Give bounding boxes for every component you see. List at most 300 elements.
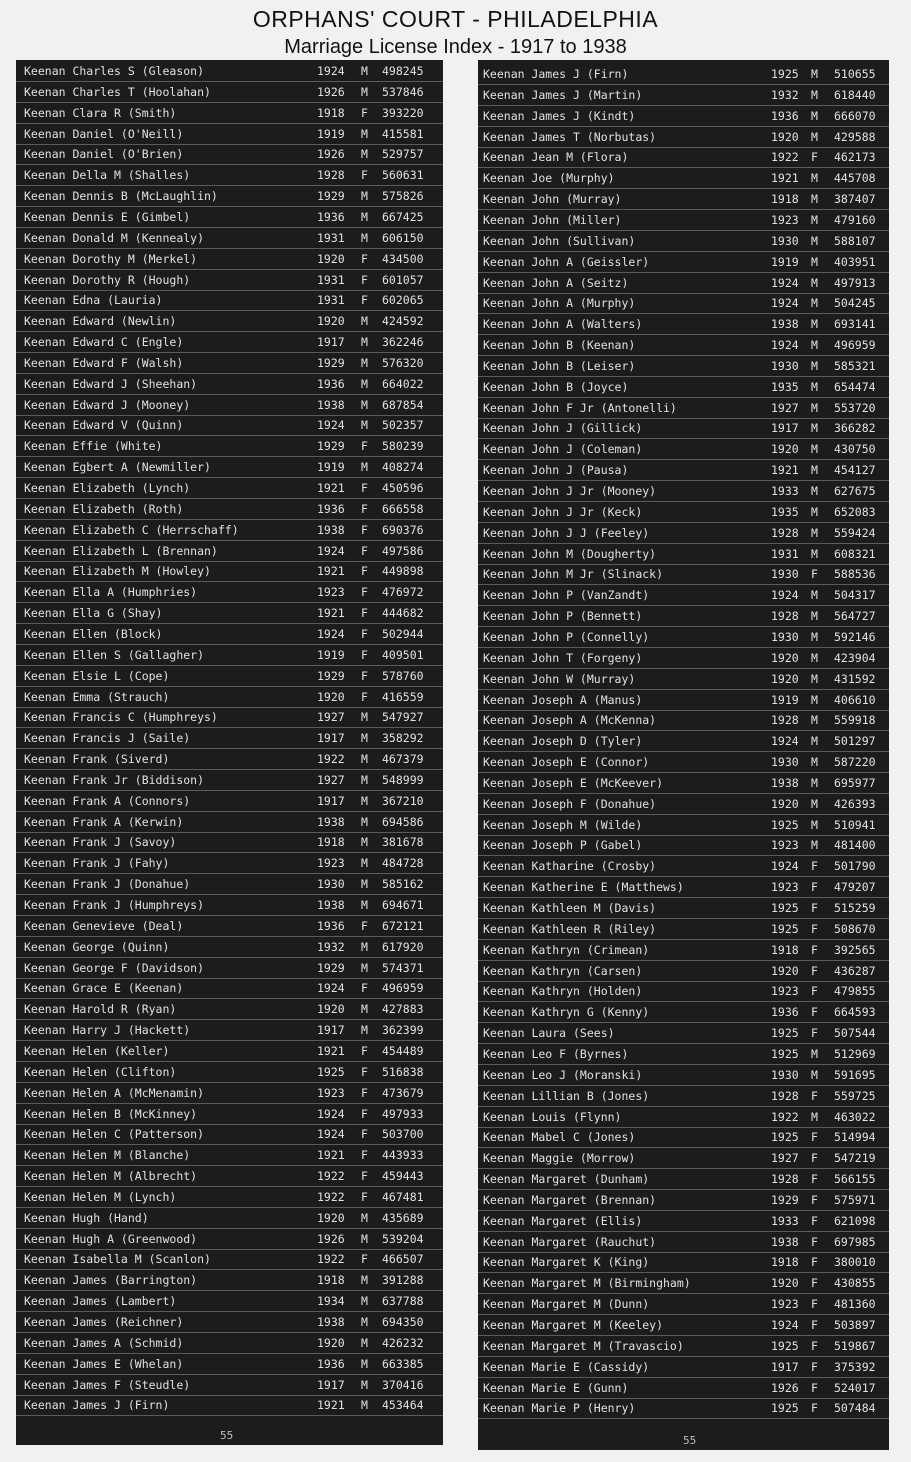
index-entry-row <box>478 1315 889 1336</box>
index-entry-row <box>478 335 889 356</box>
entry-name: Keenan Elizabeth L (Brennan) <box>24 543 218 558</box>
entry-license-number: 423904 <box>834 650 876 665</box>
index-entry-row <box>16 770 443 791</box>
index-entry-row <box>16 1208 443 1229</box>
entry-license-number: 466507 <box>382 1252 424 1267</box>
entry-license-number: 444682 <box>382 606 424 621</box>
entry-year: 1929 <box>771 1192 799 1207</box>
entry-license-number: 559918 <box>834 713 876 728</box>
entry-name: Keenan Elizabeth M (Howley) <box>24 564 211 579</box>
entry-name: Keenan John M Jr (Slinack) <box>483 567 664 582</box>
entry-sex: M <box>811 129 818 144</box>
entry-sex: F <box>361 647 368 662</box>
entry-year: 1927 <box>317 772 345 787</box>
entry-license-number: 618440 <box>834 87 876 102</box>
entry-license-number: 516838 <box>382 1064 424 1079</box>
entry-name: Keenan Dennis B (McLaughlin) <box>24 189 218 204</box>
entry-year: 1928 <box>771 713 799 728</box>
index-entry-row <box>16 1249 443 1270</box>
entry-license-number: 367210 <box>382 793 424 808</box>
entry-sex: F <box>811 1005 818 1020</box>
entry-name: Keenan James F (Steudle) <box>24 1377 191 1392</box>
entry-year: 1920 <box>771 963 799 978</box>
entry-license-number: 690376 <box>382 522 424 537</box>
entry-sex: F <box>811 921 818 936</box>
entry-year: 1930 <box>771 1067 799 1082</box>
entry-sex: M <box>361 314 368 329</box>
entry-sex: M <box>811 233 818 248</box>
entry-license-number: 510941 <box>834 817 876 832</box>
entry-name: Keenan Ellen (Block) <box>24 626 163 641</box>
entry-name: Keenan John T (Forgeny) <box>483 650 643 665</box>
entry-license-number: 430855 <box>834 1276 876 1291</box>
entry-name: Keenan Marie P (Henry) <box>483 1401 636 1416</box>
entry-license-number: 587220 <box>834 755 876 770</box>
entry-sex: F <box>361 606 368 621</box>
entry-sex: F <box>361 1085 368 1100</box>
entry-sex: F <box>361 1148 368 1163</box>
entry-year: 1932 <box>317 939 345 954</box>
index-entry-row <box>478 585 889 606</box>
entry-sex: M <box>811 338 818 353</box>
index-entry-row <box>478 731 889 752</box>
index-entry-row <box>478 293 889 314</box>
index-entry-row <box>16 561 443 582</box>
entry-name: Keenan Mabel C (Jones) <box>483 1130 636 1145</box>
entry-year: 1919 <box>771 254 799 269</box>
entry-license-number: 693141 <box>834 317 876 332</box>
index-entry-row <box>16 395 443 416</box>
index-entry-row <box>478 1190 889 1211</box>
entry-license-number: 508670 <box>834 921 876 936</box>
entry-license-number: 467481 <box>382 1189 424 1204</box>
entry-year: 1930 <box>771 567 799 582</box>
entry-license-number: 548999 <box>382 772 424 787</box>
index-entry-row <box>16 895 443 916</box>
entry-year: 1920 <box>771 1276 799 1291</box>
entry-year: 1923 <box>771 838 799 853</box>
entry-license-number: 501297 <box>834 734 876 749</box>
entry-year: 1917 <box>771 1359 799 1374</box>
entry-license-number: 694350 <box>382 1315 424 1329</box>
entry-name: Keenan Francis J (Saile) <box>24 731 191 746</box>
entry-year: 1922 <box>317 752 345 767</box>
index-entry-row <box>16 1333 443 1354</box>
entry-name: Keenan Helen C (Patterson) <box>24 1127 205 1142</box>
entry-year: 1920 <box>317 1335 345 1350</box>
entry-sex: F <box>361 585 368 600</box>
entry-year: 1935 <box>771 504 799 519</box>
index-entry-row <box>478 752 889 773</box>
entry-name: Keenan Della M (Shalles) <box>24 168 191 183</box>
entry-year: 1930 <box>771 755 799 770</box>
entry-sex: M <box>361 355 368 370</box>
index-entry-row <box>16 1062 443 1083</box>
index-entry-row <box>16 374 443 395</box>
index-entry-row <box>478 1107 889 1128</box>
entry-year: 1933 <box>771 484 799 498</box>
entry-sex: F <box>811 1172 818 1187</box>
entry-year: 1921 <box>317 1398 345 1413</box>
entry-name: Keenan Clara R (Smith) <box>24 105 177 120</box>
entry-license-number: 654474 <box>834 379 876 394</box>
entry-year: 1928 <box>771 525 799 540</box>
index-entry-row <box>16 415 443 436</box>
entry-year: 1922 <box>771 1109 799 1124</box>
entry-sex: M <box>811 108 818 123</box>
entry-year: 1923 <box>317 585 345 600</box>
entry-name: Keenan Laura (Sees) <box>483 1026 615 1041</box>
entry-license-number: 503897 <box>834 1318 876 1332</box>
entry-license-number: 553720 <box>834 400 876 415</box>
entry-year: 1926 <box>317 147 345 162</box>
entry-name: Keenan John B (Leiser) <box>483 358 636 373</box>
index-entry-row <box>478 627 889 648</box>
index-entry-row <box>16 687 443 708</box>
entry-license-number: 476972 <box>382 585 424 600</box>
entry-name: Keenan Elizabeth C (Herrschaff) <box>24 522 239 537</box>
entry-year: 1936 <box>317 501 345 516</box>
entry-license-number: 462173 <box>834 150 876 165</box>
entry-year: 1925 <box>771 901 799 915</box>
index-entry-row <box>16 1395 443 1416</box>
entry-license-number: 566155 <box>834 1172 876 1187</box>
entry-name: Keenan John W (Murray) <box>483 671 636 686</box>
entry-name: Keenan Joseph M (Wilde) <box>483 817 643 832</box>
entry-name: Keenan Margaret K (King) <box>483 1255 650 1270</box>
entry-year: 1923 <box>771 880 799 895</box>
entry-license-number: 608321 <box>834 546 876 561</box>
entry-sex: M <box>361 877 368 892</box>
entry-name: Keenan Edna (Lauria) <box>24 293 163 308</box>
entry-year: 1924 <box>317 981 345 996</box>
entry-sex: M <box>361 1210 368 1225</box>
entry-year: 1920 <box>771 796 799 811</box>
entry-license-number: 585162 <box>382 877 424 892</box>
entry-license-number: 473679 <box>382 1085 424 1100</box>
entry-sex: M <box>361 335 368 350</box>
entry-name: Keenan Edward J (Sheehan) <box>24 376 198 391</box>
entry-name: Keenan Daniel (O'Brien) <box>24 147 184 162</box>
entry-license-number: 695977 <box>834 775 876 790</box>
entry-name: Keenan John F Jr (Antonelli) <box>483 400 677 415</box>
entry-license-number: 687854 <box>382 397 424 412</box>
entry-license-number: 453464 <box>382 1398 424 1413</box>
entry-name: Keenan Margaret M (Travascio) <box>483 1338 684 1353</box>
entry-year: 1931 <box>317 272 345 287</box>
entry-sex: F <box>361 439 368 454</box>
entry-sex: F <box>361 1064 368 1079</box>
index-entry-row <box>16 958 443 979</box>
entry-sex: M <box>361 1294 368 1309</box>
entry-name: Keenan John (Miller) <box>483 212 622 227</box>
entry-name: Keenan Jean M (Flora) <box>483 150 629 165</box>
entry-license-number: 496959 <box>834 338 876 353</box>
entry-sex: M <box>811 212 818 227</box>
entry-license-number: 426232 <box>382 1335 424 1350</box>
entry-license-number: 393220 <box>382 105 424 120</box>
entry-sex: M <box>361 397 368 412</box>
entry-name: Keenan Ellen S (Gallagher) <box>24 647 205 662</box>
entry-sex: M <box>811 296 818 311</box>
entry-sex: F <box>361 293 368 308</box>
entry-sex: M <box>361 835 368 850</box>
entry-sex: M <box>811 254 818 269</box>
index-entry-row <box>478 377 889 398</box>
entry-year: 1918 <box>771 192 799 207</box>
index-entry-row <box>478 773 889 794</box>
entry-license-number: 479160 <box>834 212 876 227</box>
entry-sex: F <box>811 901 818 915</box>
entry-year: 1922 <box>317 1169 345 1184</box>
entry-year: 1924 <box>771 296 799 311</box>
index-entry-row <box>478 940 889 961</box>
entry-license-number: 694586 <box>382 814 424 829</box>
entry-name: Keenan Margaret M (Dunn) <box>483 1297 650 1312</box>
entry-name: Keenan James J (Martin) <box>483 87 643 102</box>
entry-name: Keenan Lillian B (Jones) <box>483 1088 650 1103</box>
entry-year: 1920 <box>771 442 799 457</box>
entry-name: Keenan Kathryn (Crimean) <box>483 942 650 957</box>
index-entry-row <box>16 457 443 478</box>
index-entry-row <box>478 418 889 439</box>
entry-year: 1922 <box>317 1252 345 1267</box>
entry-sex: M <box>811 755 818 770</box>
entry-sex: M <box>811 484 818 498</box>
entry-year: 1924 <box>317 1106 345 1121</box>
entry-sex: F <box>811 1234 818 1249</box>
entry-sex: F <box>361 626 368 641</box>
entry-sex: F <box>361 501 368 516</box>
entry-name: Keenan Margaret (Brennan) <box>483 1192 657 1207</box>
entry-sex: M <box>811 609 818 624</box>
index-entry-row <box>16 1041 443 1062</box>
entry-year: 1936 <box>771 1005 799 1020</box>
entry-year: 1920 <box>317 1002 345 1017</box>
entry-name: Keenan Dennis E (Gimbel) <box>24 209 191 224</box>
entry-license-number: 387407 <box>834 192 876 207</box>
entry-license-number: 591695 <box>834 1067 876 1082</box>
index-entry-row <box>478 1127 889 1148</box>
index-entry-row <box>478 439 889 460</box>
entry-sex: M <box>361 1315 368 1329</box>
entry-license-number: 454127 <box>834 463 876 478</box>
entry-year: 1928 <box>317 168 345 183</box>
entry-license-number: 479207 <box>834 880 876 895</box>
entry-name: Keenan Marie E (Gunn) <box>483 1380 629 1395</box>
entry-name: Keenan Grace E (Keenan) <box>24 981 184 996</box>
entry-year: 1924 <box>771 1318 799 1332</box>
entry-sex: F <box>361 1127 368 1142</box>
index-entry-row <box>478 314 889 335</box>
entry-license-number: 560631 <box>382 168 424 183</box>
entry-year: 1929 <box>317 668 345 683</box>
entry-name: Keenan Margaret (Ellis) <box>483 1213 643 1228</box>
entry-sex: M <box>361 189 368 204</box>
entry-year: 1938 <box>771 775 799 790</box>
entry-year: 1936 <box>317 1356 345 1371</box>
index-entry-row <box>478 981 889 1002</box>
entry-sex: F <box>811 1088 818 1103</box>
entry-year: 1920 <box>317 314 345 329</box>
entry-license-number: 617920 <box>382 939 424 954</box>
entry-sex: M <box>361 731 368 746</box>
entry-year: 1918 <box>317 1273 345 1288</box>
entry-year: 1926 <box>317 1231 345 1246</box>
index-entry-row <box>478 1357 889 1378</box>
index-entry-row <box>478 1336 889 1357</box>
index-entry-row <box>16 1229 443 1250</box>
index-entry-row <box>478 669 889 690</box>
entry-sex: M <box>811 87 818 102</box>
entry-year: 1924 <box>771 734 799 749</box>
entry-name: Keenan Joseph E (Connor) <box>483 755 650 770</box>
entry-license-number: 547219 <box>834 1151 876 1166</box>
entry-name: Keenan Donald M (Kennealy) <box>24 230 205 245</box>
entry-license-number: 454489 <box>382 1043 424 1058</box>
entry-year: 1929 <box>317 439 345 454</box>
entry-year: 1920 <box>317 251 345 266</box>
left-index-column <box>16 60 443 1445</box>
entry-year: 1924 <box>317 1127 345 1142</box>
entry-name: Keenan Emma (Strauch) <box>24 689 170 704</box>
index-entry-row <box>478 1378 889 1399</box>
entry-year: 1930 <box>317 877 345 892</box>
entry-year: 1924 <box>771 859 799 874</box>
index-entry-row <box>16 707 443 728</box>
entry-name: Keenan Frank Jr (Biddison) <box>24 772 205 787</box>
entry-name: Keenan Joe (Murphy) <box>483 171 615 186</box>
index-entry-row <box>478 1273 889 1294</box>
entry-license-number: 664593 <box>834 1005 876 1020</box>
entry-sex: M <box>811 1046 818 1061</box>
index-entry-row <box>478 544 889 565</box>
entry-license-number: 459443 <box>382 1169 424 1184</box>
entry-name: Keenan Katherine E (Matthews) <box>483 880 684 895</box>
entry-name: Keenan Edward F (Walsh) <box>24 355 184 370</box>
entry-name: Keenan James (Reichner) <box>24 1315 184 1329</box>
entry-sex: M <box>811 796 818 811</box>
index-entry-row <box>16 353 443 374</box>
entry-name: Keenan Frank J (Donahue) <box>24 877 191 892</box>
entry-name: Keenan Kathleen M (Davis) <box>483 901 657 915</box>
entry-license-number: 519867 <box>834 1338 876 1353</box>
entry-name: Keenan Louis (Flynn) <box>483 1109 622 1124</box>
entry-license-number: 606150 <box>382 230 424 245</box>
entry-sex: M <box>811 504 818 519</box>
entry-name: Keenan Joseph F (Donahue) <box>483 796 657 811</box>
entry-license-number: 666070 <box>834 108 876 123</box>
entry-name: Keenan John J (Pausa) <box>483 463 629 478</box>
entry-name: Keenan Joseph A (Manus) <box>483 692 643 707</box>
entry-name: Keenan Kathryn (Carsen) <box>483 963 643 978</box>
entry-sex: F <box>811 1359 818 1374</box>
entry-sex: M <box>811 317 818 332</box>
entry-sex: M <box>811 588 818 603</box>
index-entry-row <box>16 1104 443 1125</box>
index-entry-row <box>478 231 889 252</box>
index-entry-row <box>16 1375 443 1396</box>
entry-license-number: 415581 <box>382 126 424 141</box>
entry-license-number: 430750 <box>834 442 876 457</box>
entry-sex: M <box>811 838 818 853</box>
entry-license-number: 445708 <box>834 171 876 186</box>
entry-sex: F <box>811 1192 818 1207</box>
entry-year: 1930 <box>771 629 799 644</box>
entry-license-number: 443933 <box>382 1148 424 1163</box>
entry-year: 1917 <box>317 335 345 350</box>
index-entry-row <box>16 603 443 624</box>
entry-sex: M <box>361 939 368 954</box>
index-entry-row <box>16 478 443 499</box>
entry-year: 1938 <box>317 814 345 829</box>
entry-name: Keenan John B (Joyce) <box>483 379 629 394</box>
entry-license-number: 564727 <box>834 609 876 624</box>
page-number: 55 <box>220 1429 234 1442</box>
entry-year: 1923 <box>771 984 799 999</box>
entry-name: Keenan John B (Keenan) <box>483 338 636 353</box>
entry-name: Keenan Leo F (Byrnes) <box>483 1046 629 1061</box>
entry-sex: M <box>361 960 368 975</box>
entry-name: Keenan Joseph A (McKenna) <box>483 713 657 728</box>
entry-sex: F <box>811 963 818 978</box>
entry-year: 1929 <box>317 189 345 204</box>
entry-year: 1921 <box>317 564 345 579</box>
entry-sex: M <box>361 230 368 245</box>
entry-license-number: 408274 <box>382 460 424 475</box>
entry-sex: F <box>361 168 368 183</box>
entry-license-number: 574371 <box>382 960 424 975</box>
entry-license-number: 524017 <box>834 1380 876 1395</box>
entry-sex: M <box>811 379 818 394</box>
entry-name: Keenan James J (Firn) <box>483 67 629 81</box>
entry-name: Keenan Harry J (Hackett) <box>24 1023 191 1038</box>
index-entry-row <box>478 252 889 273</box>
index-entry-row <box>478 210 889 231</box>
entry-year: 1927 <box>317 710 345 725</box>
index-entry-row <box>478 147 889 168</box>
entry-license-number: 621098 <box>834 1213 876 1228</box>
entry-sex: F <box>811 859 818 874</box>
entry-name: Keenan Katharine (Crosby) <box>483 859 657 874</box>
document-subtitle: Marriage License Index - 1917 to 1938 <box>284 36 627 58</box>
entry-name: Keenan John M (Dougherty) <box>483 546 657 561</box>
entry-year: 1917 <box>771 421 799 436</box>
entry-license-number: 392565 <box>834 942 876 957</box>
entry-name: Keenan Hugh A (Greenwood) <box>24 1231 198 1246</box>
entry-name: Keenan John P (VanZandt) <box>483 588 650 603</box>
entry-license-number: 504245 <box>834 296 876 311</box>
entry-year: 1928 <box>771 1088 799 1103</box>
entry-year: 1925 <box>771 1401 799 1416</box>
entry-name: Keenan Helen M (Lynch) <box>24 1189 177 1204</box>
index-entry-row <box>16 144 443 165</box>
entry-name: Keenan Kathleen R (Riley) <box>483 921 657 936</box>
entry-year: 1917 <box>317 1377 345 1392</box>
entry-name: Keenan George F (Davidson) <box>24 960 205 975</box>
entry-name: Keenan Egbert A (Newmiller) <box>24 460 211 475</box>
entry-year: 1924 <box>317 64 345 78</box>
entry-name: Keenan Frank A (Connors) <box>24 793 191 808</box>
entry-sex: F <box>361 1189 368 1204</box>
entry-license-number: 497913 <box>834 275 876 290</box>
entry-license-number: 559725 <box>834 1088 876 1103</box>
entry-license-number: 507544 <box>834 1026 876 1041</box>
entry-name: Keenan Francis C (Humphreys) <box>24 710 218 725</box>
index-entry-row <box>478 460 889 481</box>
entry-name: Keenan Helen A (McMenamin) <box>24 1085 205 1100</box>
entry-name: Keenan Margaret (Dunham) <box>483 1172 650 1187</box>
